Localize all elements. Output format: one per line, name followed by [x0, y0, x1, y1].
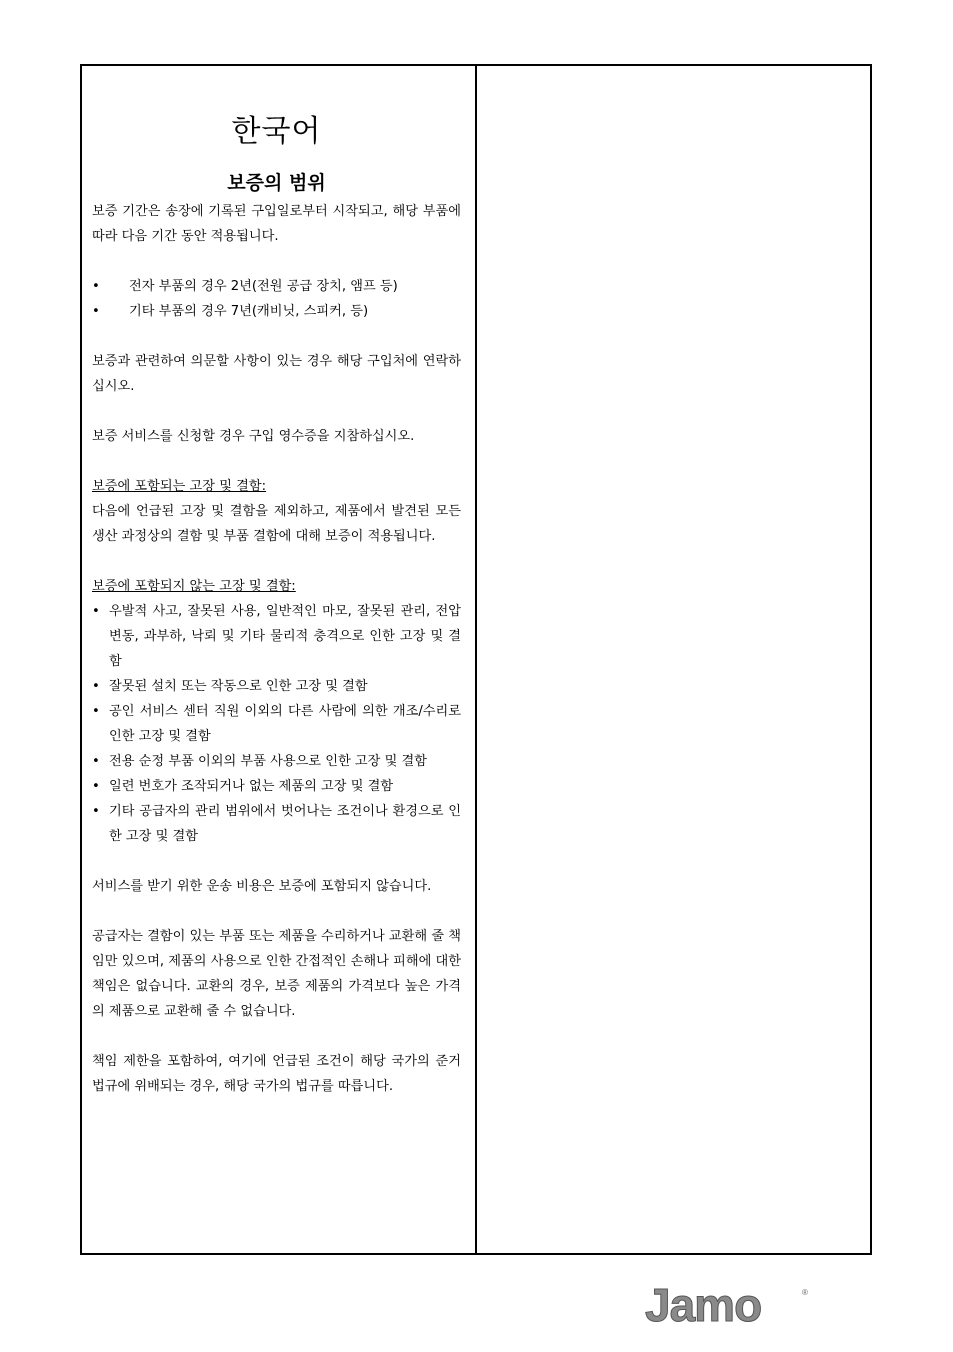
excluded-item: • 우발적 사고, 잘못된 사용, 일반적인 마모, 잘못된 관리, 전압 변동, 과부하, 낙뢰 및 기타 물리적 충격으로 인한 고장 및 결함 [92, 599, 461, 674]
period-item: • 전자 부품의 경우 2년(전원 공급 장치, 앰프 등) [92, 274, 461, 299]
column-divider [475, 66, 477, 1253]
excluded-heading: 보증에 포함되지 않는 고장 및 결함: [92, 579, 296, 594]
svg-text:®: ® [802, 1288, 808, 1297]
receipt-paragraph: 보증 서비스를 신청할 경우 구입 영수증을 지참하십시오. [92, 429, 415, 444]
contact-paragraph: 보증과 관련하여 의문할 사항이 있는 경우 해당 구입처에 연락하십시오. [92, 354, 461, 394]
excluded-item: • 잘못된 설치 또는 작동으로 인한 고장 및 결함 [92, 674, 461, 699]
liability-paragraph: 공급자는 결함이 있는 부품 또는 제품을 수리하거나 교환해 줄 책임만 있으며, 제품의 사용으로 인한 간접적인 손해나 피해에 대한 책임은 없습니다. 교환의 경우, 보증 제품의 가격보다 높은 가격의 제품으로 교환해 줄 수 없습니다. [92, 929, 461, 1019]
warranty-period-list [92, 274, 461, 324]
covered-paragraph: 다음에 언급된 고장 및 결함을 제외하고, 제품에서 발견된 모든 생산 과정상의 결함 및 부품 결함에 대해 보증이 적용됩니다. [92, 504, 461, 544]
law-paragraph: 책임 제한을 포함하여, 여기에 언급된 조건이 해당 국가의 준거 법규에 위배되는 경우, 해당 국가의 법규를 따릅니다. [92, 1054, 461, 1094]
excluded-item: • 전용 순정 부품 이외의 부품 사용으로 인한 고장 및 결함 [92, 749, 461, 774]
svg-text:Jamo: Jamo [645, 1283, 762, 1328]
shipping-paragraph: 서비스를 받기 위한 운송 비용은 보증에 포함되지 않습니다. [92, 879, 432, 894]
intro-paragraph: 보증 기간은 송장에 기록된 구입일로부터 시작되고, 해당 부품에 따라 다음 기간 동안 적용됩니다. [92, 204, 461, 244]
language-title: 한국어 [231, 114, 322, 149]
excluded-item: • 일련 번호가 조작되거나 없는 제품의 고장 및 결함 [92, 774, 461, 799]
excluded-item: • 기타 공급자의 관리 범위에서 벗어나는 조건이나 환경으로 인한 고장 및 결함 [92, 799, 461, 849]
jamo-logo [645, 1283, 810, 1328]
covered-heading: 보증에 포함되는 고장 및 결함: [92, 479, 267, 494]
section-title: 보증의 범위 [227, 172, 326, 194]
period-item: • 기타 부품의 경우 7년(캐비닛, 스피커, 등) [92, 299, 461, 324]
excluded-list [92, 599, 461, 849]
excluded-item: • 공인 서비스 센터 직원 이외의 다른 사람에 의한 개조/수리로 인한 고장 및 결함 [92, 699, 461, 749]
document-frame [80, 64, 872, 1255]
warranty-body [92, 199, 461, 1099]
